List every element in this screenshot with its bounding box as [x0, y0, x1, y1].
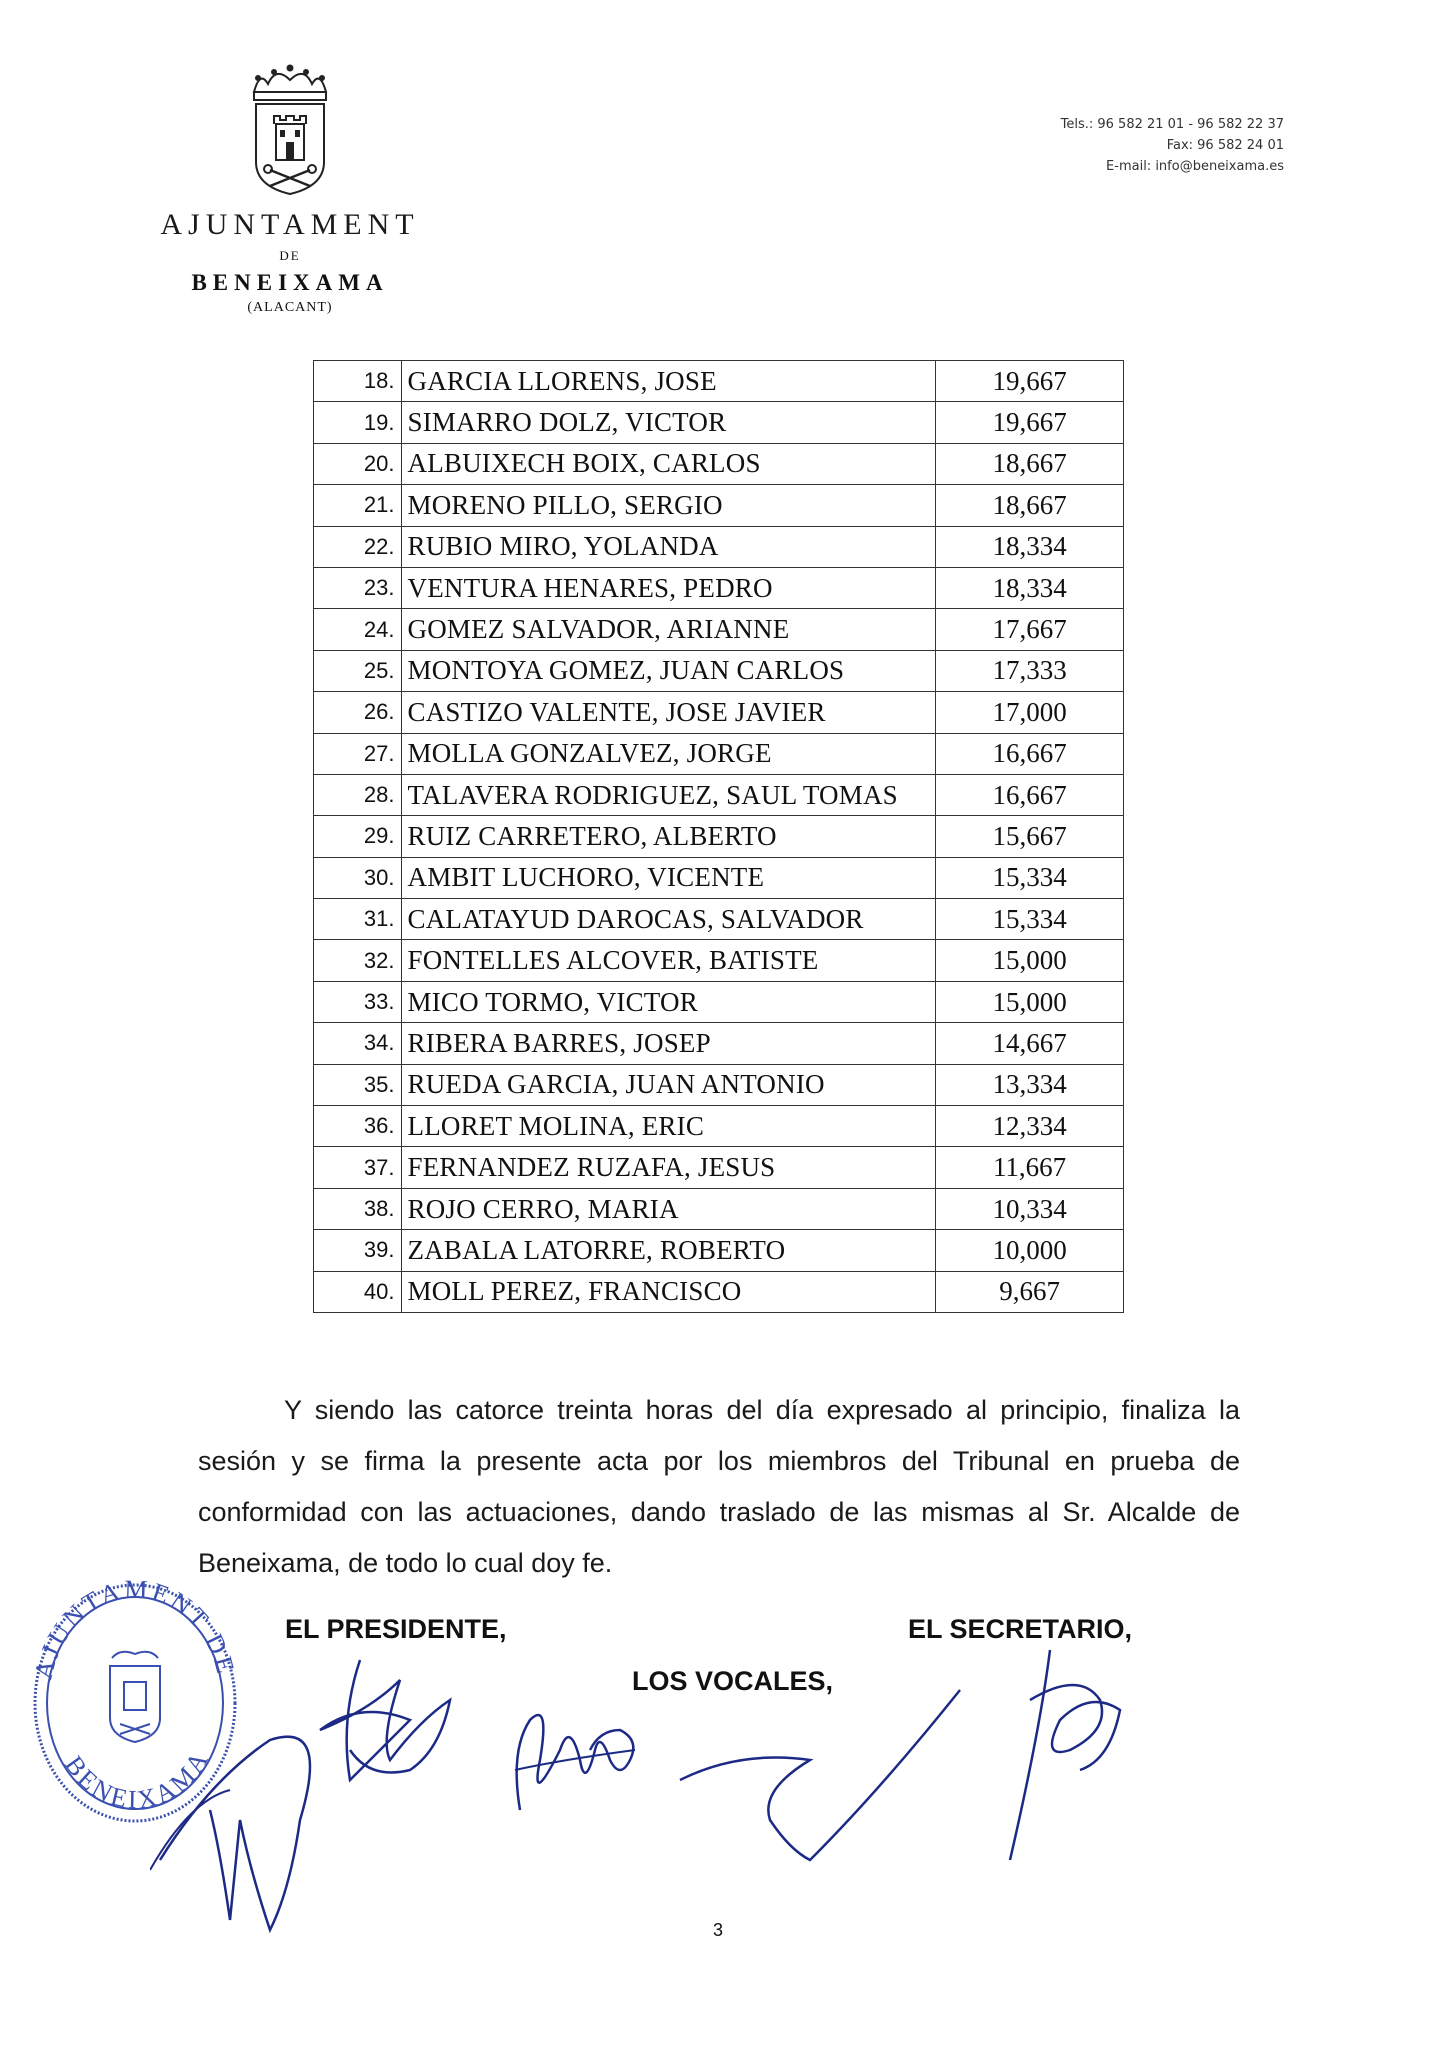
name-cell: FERNANDEZ RUZAFA, JESUS: [401, 1147, 936, 1188]
president-label: EL PRESIDENTE,: [285, 1614, 507, 1644]
score-cell: 10,000: [936, 1230, 1124, 1271]
score-cell: 18,667: [936, 485, 1124, 526]
name-cell: ROJO CERRO, MARIA: [401, 1188, 936, 1229]
table-row: [314, 609, 1124, 650]
svg-text:AJUNTAMENT DE: AJUNTAMENT DE: [28, 1574, 241, 1683]
name-cell: CASTIZO VALENTE, JOSE JAVIER: [401, 692, 936, 733]
rank-cell: 28.: [314, 774, 402, 815]
name-cell: RUBIO MIRO, YOLANDA: [401, 526, 936, 567]
name-cell: LLORET MOLINA, ERIC: [401, 1106, 936, 1147]
org-de: DE: [279, 248, 301, 263]
table-row: [314, 443, 1124, 484]
score-cell: 19,667: [936, 402, 1124, 443]
table-row: [314, 1147, 1124, 1188]
rank-cell: 38.: [314, 1188, 402, 1229]
table-row: [314, 567, 1124, 608]
score-cell: 13,334: [936, 1064, 1124, 1105]
rank-cell: 27.: [314, 733, 402, 774]
secretary-label: EL SECRETARIO,: [908, 1614, 1133, 1644]
table-row: [314, 1230, 1124, 1271]
org-province: (ALACANT): [247, 300, 333, 315]
rank-cell: 23.: [314, 567, 402, 608]
contact-fax: Fax: 96 582 24 01: [1166, 138, 1284, 153]
name-cell: SIMARRO DOLZ, VICTOR: [401, 402, 936, 443]
coat-of-arms-icon: [246, 62, 334, 202]
rank-cell: 22.: [314, 526, 402, 567]
score-cell: 18,334: [936, 526, 1124, 567]
score-cell: 11,667: [936, 1147, 1124, 1188]
name-cell: MOLL PEREZ, FRANCISCO: [401, 1271, 936, 1312]
name-cell: RUEDA GARCIA, JUAN ANTONIO: [401, 1064, 936, 1105]
table-row: [314, 1023, 1124, 1064]
name-cell: ZABALA LATORRE, ROBERTO: [401, 1230, 936, 1271]
name-cell: AMBIT LUCHORO, VICENTE: [401, 857, 936, 898]
rank-cell: 36.: [314, 1106, 402, 1147]
vocales-label: LOS VOCALES,: [632, 1666, 834, 1696]
name-cell: ALBUIXECH BOIX, CARLOS: [401, 443, 936, 484]
score-cell: 16,667: [936, 774, 1124, 815]
table-row: [314, 1188, 1124, 1229]
rank-cell: 32.: [314, 940, 402, 981]
rank-cell: 19.: [314, 402, 402, 443]
rank-cell: 24.: [314, 609, 402, 650]
score-cell: 15,667: [936, 816, 1124, 857]
org-name: AJUNTAMENT: [160, 208, 420, 241]
table-row: [314, 485, 1124, 526]
rank-cell: 30.: [314, 857, 402, 898]
score-cell: 15,334: [936, 899, 1124, 940]
name-cell: RIBERA BARRES, JOSEP: [401, 1023, 936, 1064]
rank-cell: 25.: [314, 650, 402, 691]
table-row: [314, 899, 1124, 940]
rank-cell: 33.: [314, 981, 402, 1022]
table-row: [314, 1064, 1124, 1105]
rank-cell: 29.: [314, 816, 402, 857]
score-cell: 17,000: [936, 692, 1124, 733]
score-cell: 9,667: [936, 1271, 1124, 1312]
table-row: [314, 402, 1124, 443]
table-row: [314, 526, 1124, 567]
rank-cell: 37.: [314, 1147, 402, 1188]
rank-cell: 39.: [314, 1230, 402, 1271]
rank-cell: 21.: [314, 485, 402, 526]
name-cell: GARCIA LLORENS, JOSE: [401, 361, 936, 402]
score-cell: 17,667: [936, 609, 1124, 650]
name-cell: FONTELLES ALCOVER, BATISTE: [401, 940, 936, 981]
svg-text:BENEIXAMA: BENEIXAMA: [59, 1744, 216, 1815]
contact-phones: Tels.: 96 582 21 01 - 96 582 22 37: [1060, 117, 1284, 132]
name-cell: GOMEZ SALVADOR, ARIANNE: [401, 609, 936, 650]
table-row: [314, 692, 1124, 733]
org-town: BENEIXAMA: [191, 270, 389, 295]
score-cell: 15,000: [936, 981, 1124, 1022]
score-cell: 14,667: [936, 1023, 1124, 1064]
results-table-body: [314, 361, 1124, 1313]
table-row: [314, 774, 1124, 815]
name-cell: MORENO PILLO, SERGIO: [401, 485, 936, 526]
name-cell: MONTOYA GOMEZ, JUAN CARLOS: [401, 650, 936, 691]
vocal-signature-1: [500, 1690, 650, 1830]
rank-cell: 40.: [314, 1271, 402, 1312]
contact-email: E-mail: info@beneixama.es: [1106, 159, 1284, 174]
table-row: [314, 733, 1124, 774]
score-cell: 15,334: [936, 857, 1124, 898]
table-row: [314, 1271, 1124, 1312]
name-cell: VENTURA HENARES, PEDRO: [401, 567, 936, 608]
name-cell: MICO TORMO, VICTOR: [401, 981, 936, 1022]
score-cell: 15,000: [936, 940, 1124, 981]
table-row: [314, 361, 1124, 402]
rank-cell: 31.: [314, 899, 402, 940]
rank-cell: 20.: [314, 443, 402, 484]
president-signature: [150, 1640, 490, 1940]
score-cell: 10,334: [936, 1188, 1124, 1229]
closing-paragraph: Y siendo las catorce treinta horas del día expresado al principio, finaliza la sesión y se firma la presente acta por los miembros del Tribunal en prueba de conformidad con las actuaciones, dando traslado de las mismas al Sr. Alcalde de Beneixama, de todo lo cual doy fe.: [198, 1395, 1240, 1578]
table-row: [314, 857, 1124, 898]
municipality-header: [140, 208, 440, 316]
table-row: [314, 1106, 1124, 1147]
score-cell: 18,667: [936, 443, 1124, 484]
rank-cell: 26.: [314, 692, 402, 733]
score-cell: 18,334: [936, 567, 1124, 608]
table-row: [314, 981, 1124, 1022]
score-cell: 19,667: [936, 361, 1124, 402]
name-cell: CALATAYUD DAROCAS, SALVADOR: [401, 899, 936, 940]
table-row: [314, 816, 1124, 857]
name-cell: RUIZ CARRETERO, ALBERTO: [401, 816, 936, 857]
secretary-signature: [950, 1640, 1170, 1880]
name-cell: TALAVERA RODRIGUEZ, SAUL TOMAS: [401, 774, 936, 815]
rank-cell: 34.: [314, 1023, 402, 1064]
score-cell: 16,667: [936, 733, 1124, 774]
score-cell: 17,333: [936, 650, 1124, 691]
page-number: 3: [713, 1920, 724, 1940]
contact-info: [1061, 114, 1284, 177]
rank-cell: 18.: [314, 361, 402, 402]
table-row: [314, 940, 1124, 981]
name-cell: MOLLA GONZALVEZ, JORGE: [401, 733, 936, 774]
rank-cell: 35.: [314, 1064, 402, 1105]
table-row: [314, 650, 1124, 691]
results-table: [313, 360, 1124, 1313]
score-cell: 12,334: [936, 1106, 1124, 1147]
